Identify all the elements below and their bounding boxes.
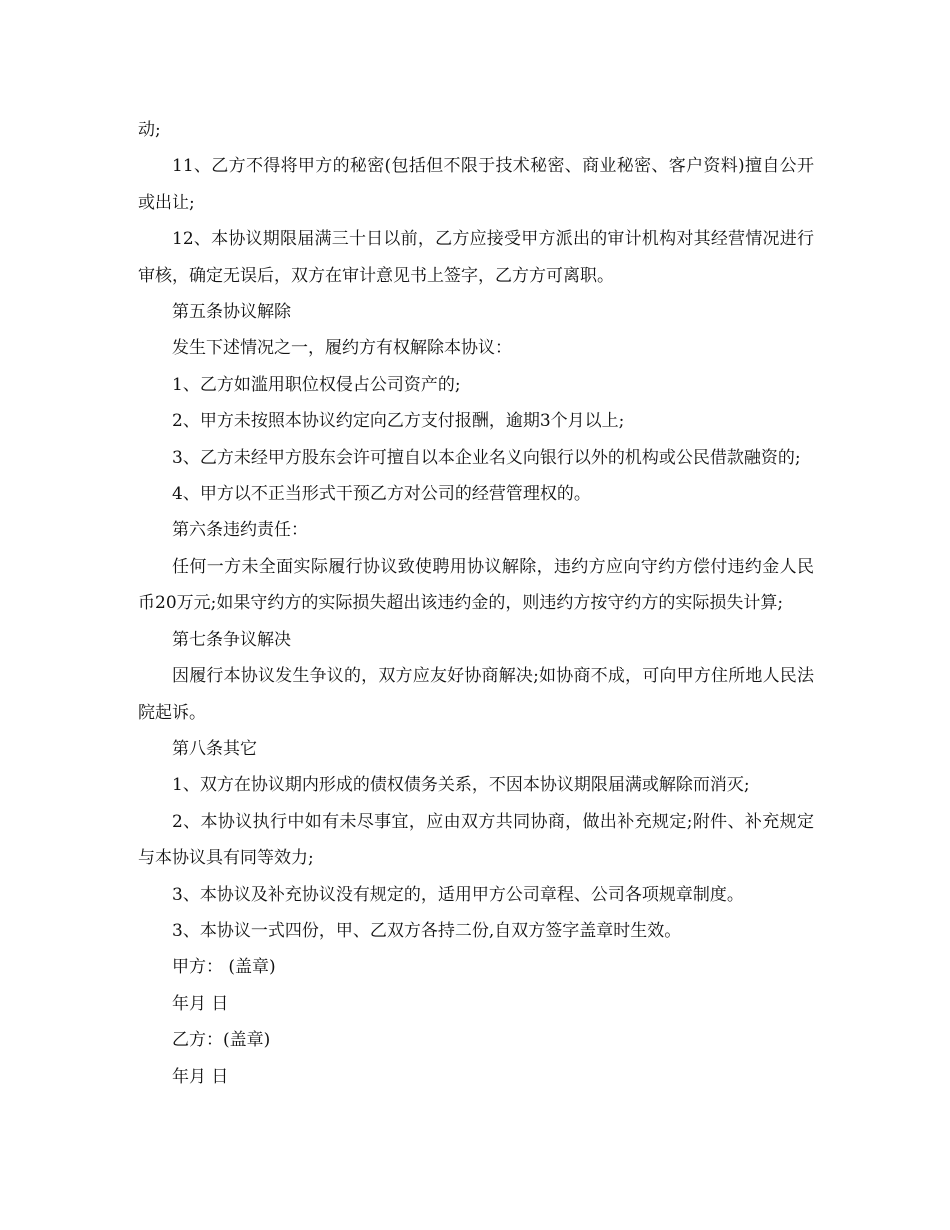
paragraph-termination-3: 3、乙方未经甲方股东会许可擅自以本企业名义向银行以外的机构或公民借款融资的; xyxy=(172,447,801,468)
paragraph-clause-12: 12、本协议期限届满三十日以前，乙方应接受甲方派出的审计机构对其经营情况进行审核，确定无误后，双方在审计意见书上签字，乙方方可离职。 xyxy=(138,229,814,286)
paragraph-liability: 任何一方未全面实际履行协议致使聘用协议解除，违约方应向守约方偿付违约金人民币20万元;如果守约方的实际损失超出该违约金的，则违约方按守约方的实际损失计算; xyxy=(138,556,814,614)
section-heading-article-5: 第五条协议解除 xyxy=(172,302,291,323)
paragraph-continuation: 动; xyxy=(138,120,161,140)
signature-date-b: 年月 日 xyxy=(172,1066,229,1087)
paragraph-termination-2: 2、甲方未按照本协议约定向乙方支付报酬，逾期3个月以上; xyxy=(172,411,625,432)
signature-party-a: 甲方： (盖章) xyxy=(172,957,276,978)
signature-party-b: 乙方：(盖章) xyxy=(172,1030,271,1051)
paragraph-termination-4: 4、甲方以不正当形式干预乙方对公司的经营管理权的。 xyxy=(172,484,591,505)
paragraph-other-2: 2、本协议执行中如有未尽事宜，应由双方共同协商，做出补充规定;附件、补充规定与本协议具有同等效力; xyxy=(138,811,814,869)
paragraph-other-1: 1、双方在协议期内形成的债权债务关系，不因本协议期限届满或解除而消灭; xyxy=(172,775,750,796)
section-heading-article-7: 第七条争议解决 xyxy=(172,629,291,650)
document-body xyxy=(138,112,814,1095)
paragraph-clause-11: 11、乙方不得将甲方的秘密(包括但不限于技术秘密、商业秘密、客户资料)擅自公开或出让; xyxy=(138,156,814,213)
paragraph-termination-1: 1、乙方如滥用职位权侵占公司资产的; xyxy=(172,374,461,395)
paragraph-other-3: 3、本协议及补充协议没有规定的，适用甲方公司章程、公司各项规章制度。 xyxy=(172,884,744,905)
paragraph-other-4: 3、本协议一式四份，甲、乙双方各持二份,自双方签字盖章时生效。 xyxy=(172,920,682,941)
paragraph-dispute: 因履行本协议发生争议的，双方应友好协商解决;如协商不成，可向甲方住所地人民法院起诉。 xyxy=(138,666,814,723)
section-heading-article-8: 第八条其它 xyxy=(172,738,257,759)
section-heading-article-6: 第六条违约责任： xyxy=(172,520,308,541)
signature-date-a: 年月 日 xyxy=(172,993,229,1014)
paragraph-termination-intro: 发生下述情况之一，履约方有权解除本协议： xyxy=(172,338,512,359)
